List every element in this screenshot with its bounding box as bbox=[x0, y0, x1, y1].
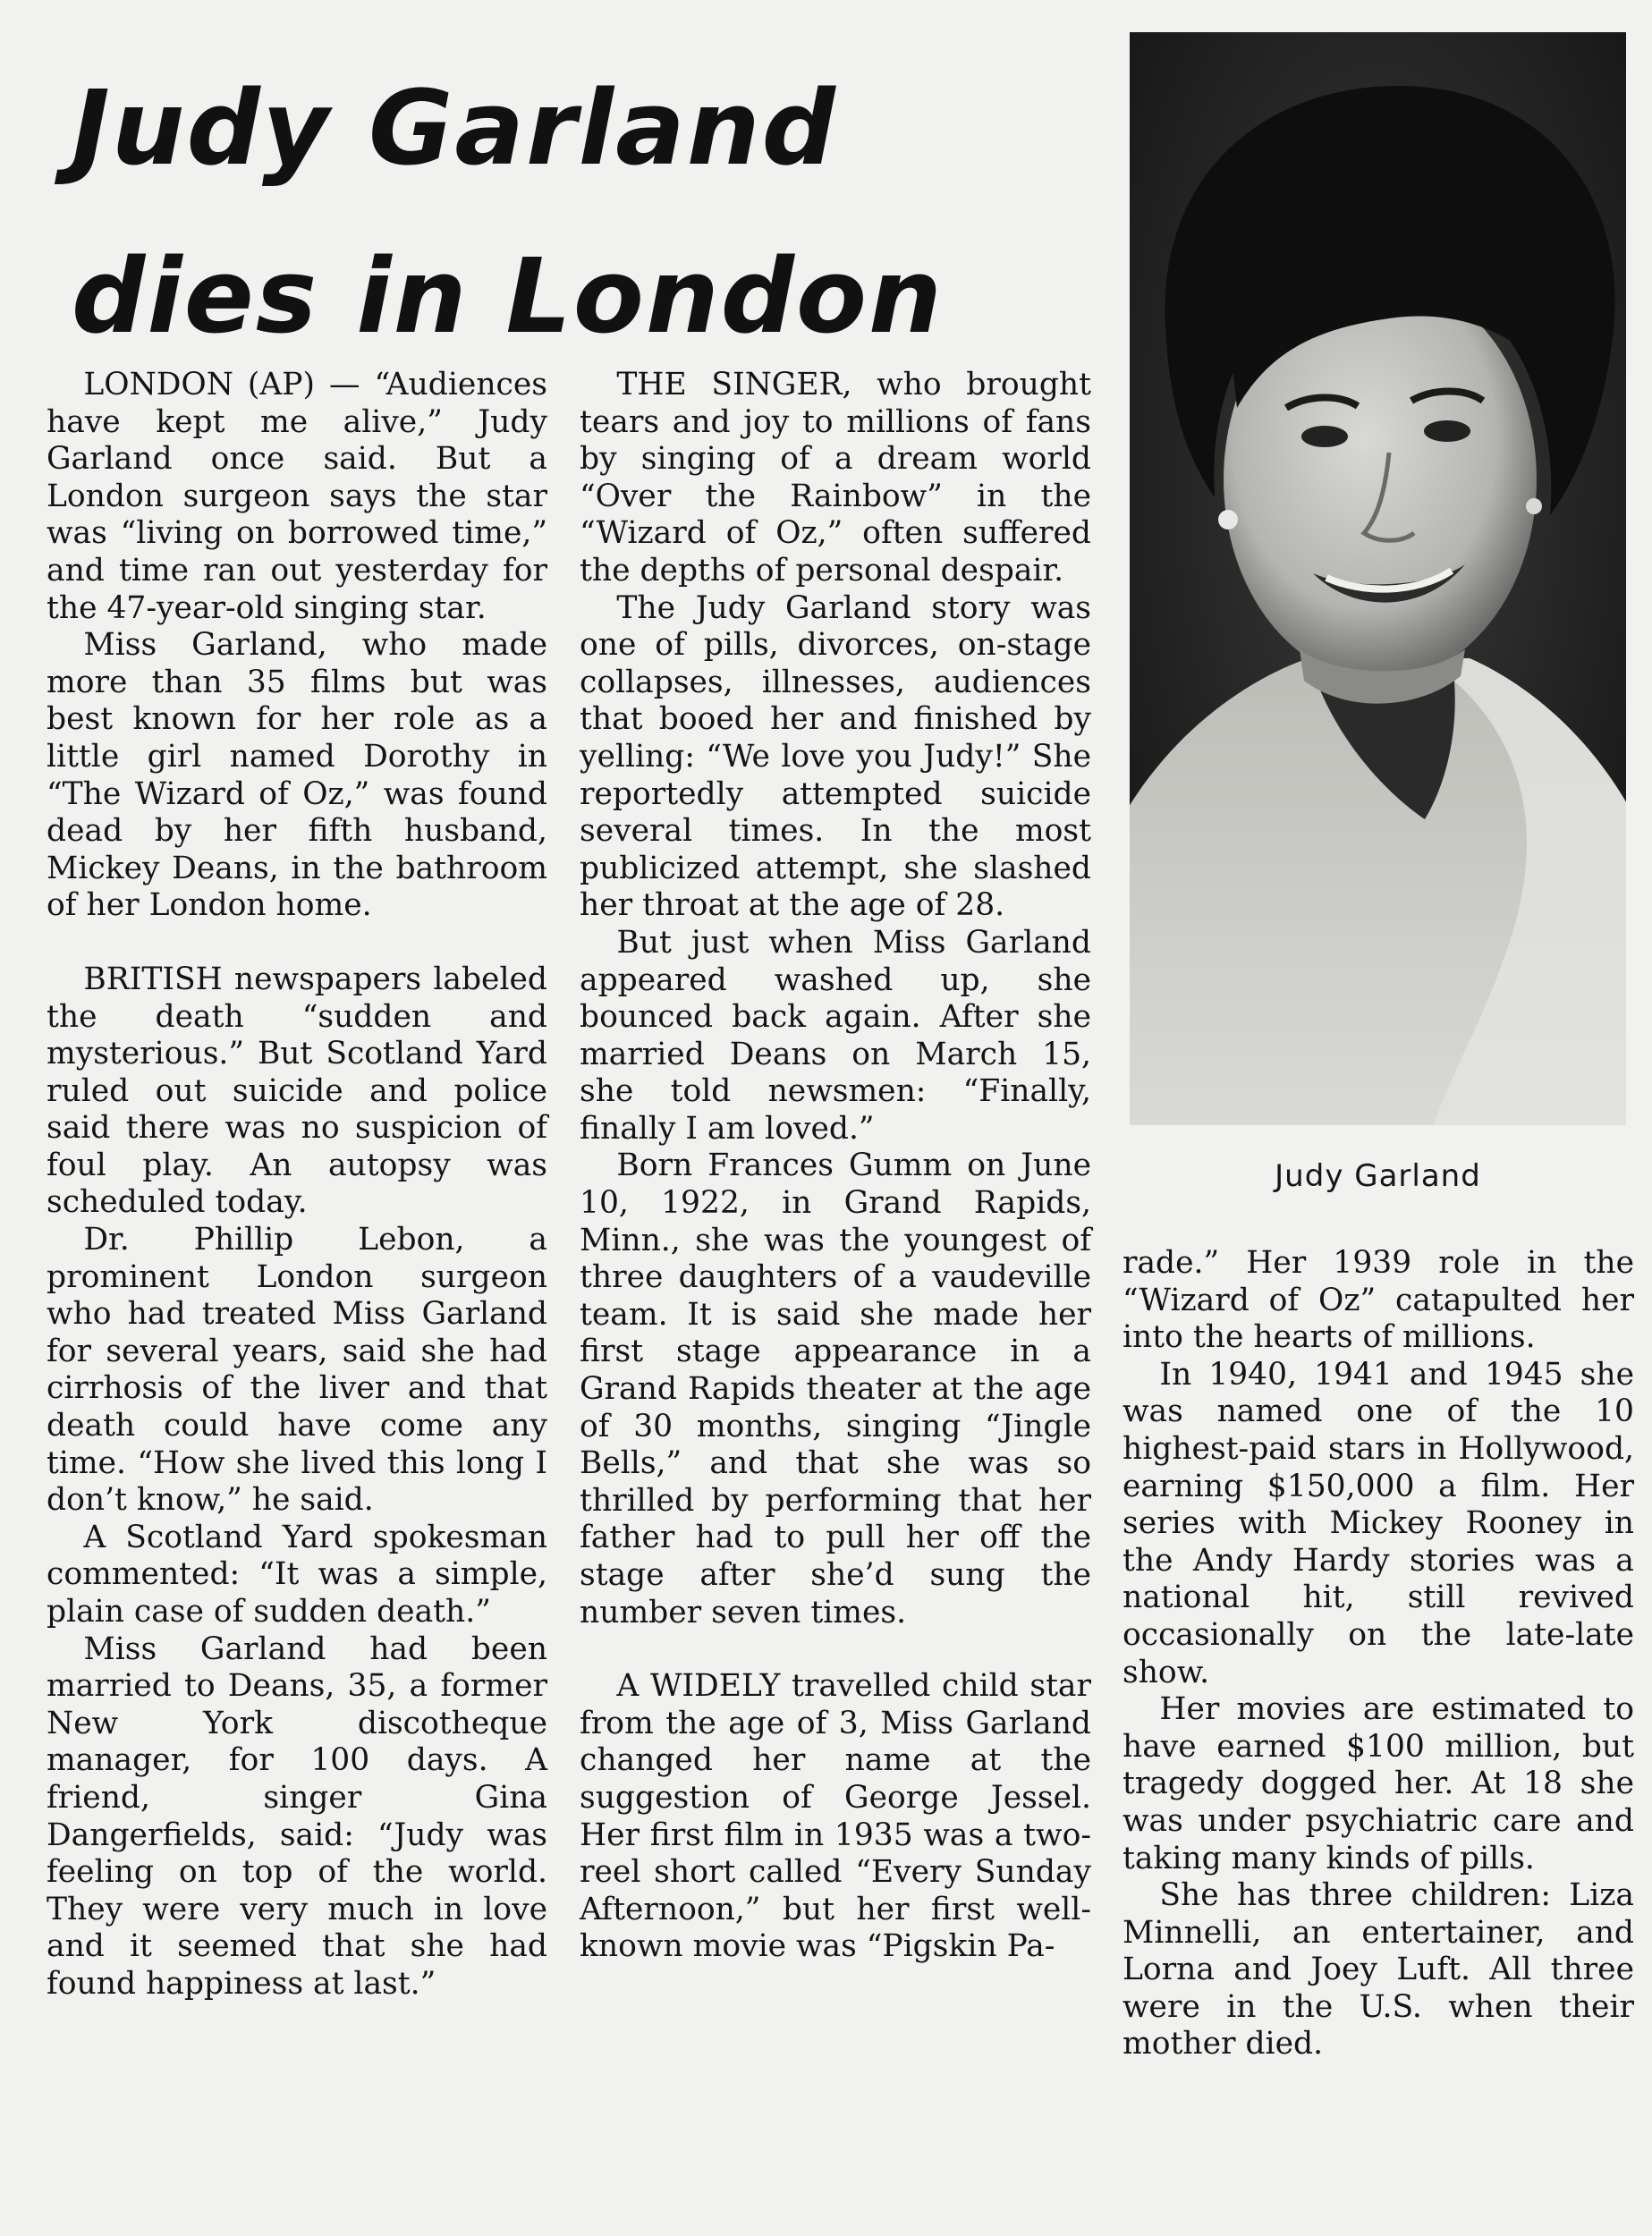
paragraph-dateline: LONDON (AP) — “Audiences have kept me alive,” Judy Garland once said. But a London surgeon says the star was “living on borrowed time,” and time ran out yesterday for the 47-year-old singing star. bbox=[47, 367, 547, 626]
portrait-image bbox=[1130, 32, 1626, 1125]
paragraph: The Judy Garland story was one of pills, divorces, on-stage collapses, illnesses, audiences that booed her and finished by yelling: “We love you Judy!” She reportedly attempted suicide several times. In the most publicized attempt, she slashed her throat at the age of 28. bbox=[580, 589, 1091, 924]
paragraph: THE SINGER, who brought tears and joy to millions of fans by singing of a dream world “Over the Rainbow” in the “Wizard of Oz,” often suffered the depths of personal despair. bbox=[580, 367, 1091, 589]
portrait-photo bbox=[1130, 32, 1626, 1125]
paragraph: But just when Miss Garland appeared washed up, she bounced back again. After she married Deans on March 15, she told newsmen: “Finally, finally I am loved.” bbox=[580, 924, 1091, 1147]
paragraph: She has three children: Liza Minnelli, an entertainer, and Lorna and Joey Luft. All three were in the U.S. when their mother died. bbox=[1123, 1877, 1634, 2062]
paragraph: A WIDELY travelled child star from the age of 3, Miss Garland changed her name at the suggestion of George Jessel. Her first film in 1935 was a two-reel short called “Every Sunday Afternoon,” but her first well-known movie was “Pigskin Pa- bbox=[580, 1668, 1091, 1965]
article-column-3 bbox=[1123, 1245, 1634, 2209]
paragraph: In 1940, 1941 and 1945 she was named one of the 10 highest-paid stars in Hollywood, earning $150,000 a film. Her series with Mickey Rooney in the Andy Hardy stories was a national hit, still revived occasionally on the late-late show. bbox=[1123, 1356, 1634, 1690]
paragraph: Dr. Phillip Lebon, a prominent London surgeon who had treated Miss Garland for several years, said she had cirrhosis of the liver and that death could have come any time. “How she lived this long I don’t know,” he said. bbox=[47, 1222, 547, 1519]
paragraph: Her movies are estimated to have earned $100 million, but tragedy dogged her. At 18 she was under psychiatric care and taking many kinds of pills. bbox=[1123, 1691, 1634, 1876]
paragraph: Miss Garland had been married to Deans, 35, a former New York discotheque manager, for 100 days. A friend, singer Gina Dangerfields, said: “Judy was feeling on top of the world. They were very much in love and it seemed that she had found happiness at last.” bbox=[47, 1630, 547, 2002]
headline bbox=[72, 45, 1109, 381]
paragraph: BRITISH newspapers labeled the death “sudden and mysterious.” But Scotland Yard ruled out suicide and police said there was no suspicion of foul play. An autopsy was scheduled today. bbox=[47, 961, 547, 1221]
paragraph: Born Frances Gumm on June 10, 1922, in Grand Rapids, Minn., she was the youngest of three daughters of a vaudeville team. It is said she made her first stage appearance in a Grand Rapids theater at the age of 30 months, singing “Jingle Bells,” and that she was so thrilled by performing that her father had to pull her off the stage after she’d sung the number seven times. bbox=[580, 1148, 1091, 1630]
headline-line-2: dies in London bbox=[72, 237, 944, 357]
photo-caption: Judy Garland bbox=[1275, 1158, 1481, 1194]
paragraph: Miss Garland, who made more than 35 films but was best known for her role as a little girl named Dorothy in “The Wizard of Oz,” was found dead by her fifth husband, Mickey Deans, in the bathroom of her London home. bbox=[47, 627, 547, 924]
paragraph: A Scotland Yard spokesman commented: “It was a simple, plain case of sudden death.” bbox=[47, 1519, 547, 1630]
paragraph: rade.” Her 1939 role in the “Wizard of Oz” catapulted her into the hearts of millions. bbox=[1123, 1245, 1634, 1356]
article-column-2 bbox=[580, 367, 1091, 2209]
headline-line-1: Judy Garland bbox=[72, 69, 837, 189]
article-column-1 bbox=[47, 367, 547, 2209]
